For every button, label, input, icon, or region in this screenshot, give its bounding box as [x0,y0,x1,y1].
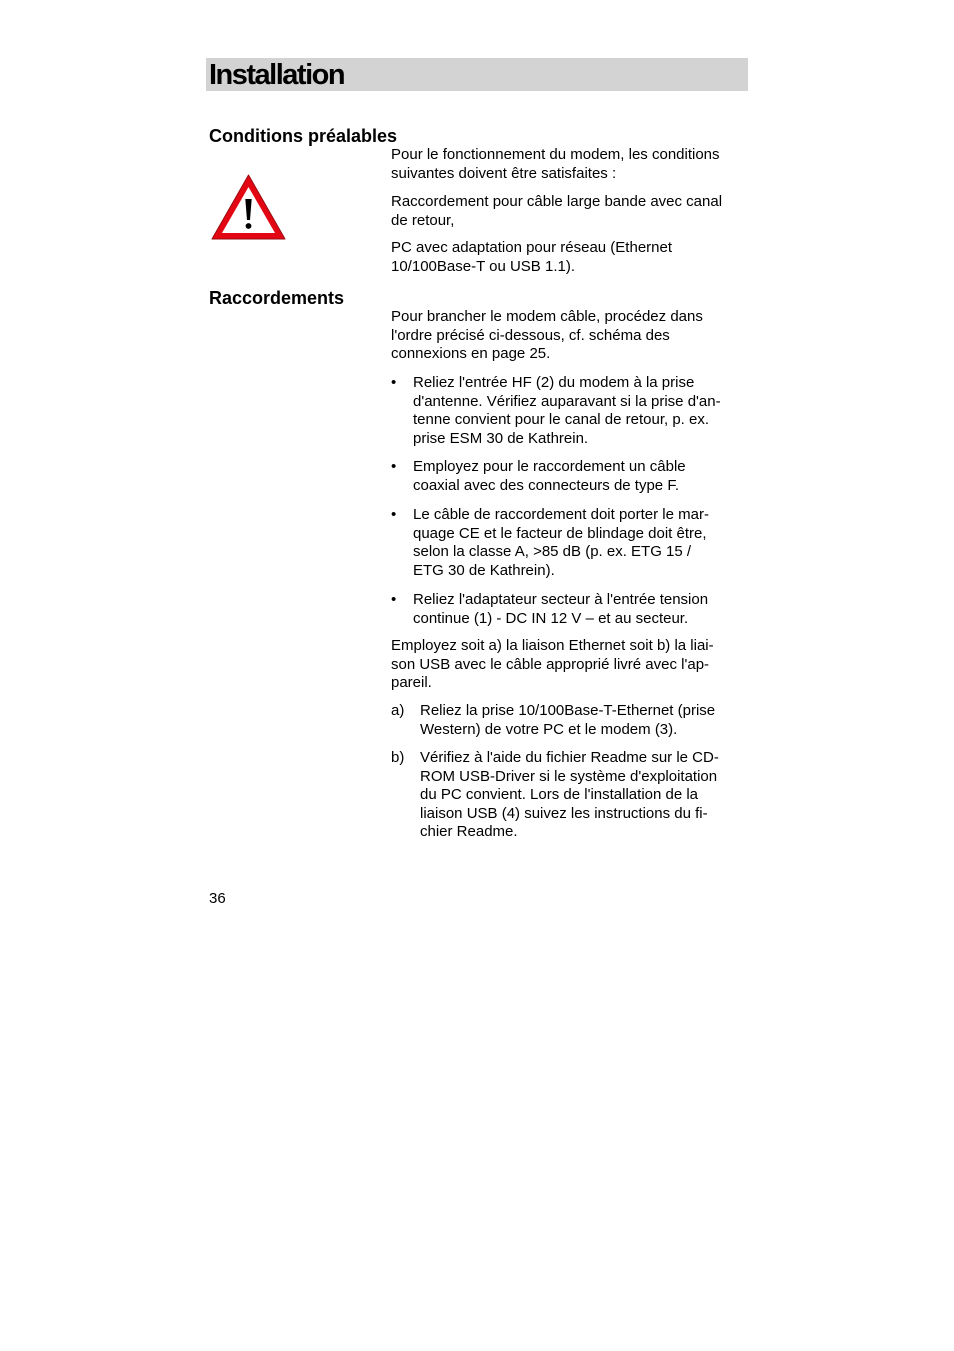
raccordements-intro: Pour brancher le modem câble, procédez dans l'ordre précisé ci-dessous, cf. schéma des connexions en page 25. [391,308,703,362]
conditions-paragraph-2: Raccordement pour câble large bande avec canal de retour, [391,193,723,229]
bullet-marker: • [391,506,397,523]
ethernet-usb-paragraph: Employez soit a) la liaison Ethernet soit b) la liai- son USB avec le câble approprié livré avec l'ap- pareil. [391,637,714,691]
heading-raccordements: Raccordements [209,288,345,308]
bullet-marker: • [391,458,397,475]
conditions-paragraph-3: PC avec adaptation pour réseau (Ethernet 10/100Base-T ou USB 1.1). [391,239,673,275]
step-marker: b) [391,749,405,766]
conditions-paragraph-1: Pour le fonctionnement du modem, les conditions suivantes doivent être satisfaites : [391,146,720,182]
bullet-marker: • [391,591,397,608]
warning-triangle-icon [209,172,288,242]
page-number: 36 [209,890,226,907]
bullet-marker: • [391,374,397,391]
page-title: Installation [209,59,345,91]
heading-conditions: Conditions préalables [209,126,398,146]
title-bar [206,58,748,91]
step-marker: a) [391,702,405,719]
